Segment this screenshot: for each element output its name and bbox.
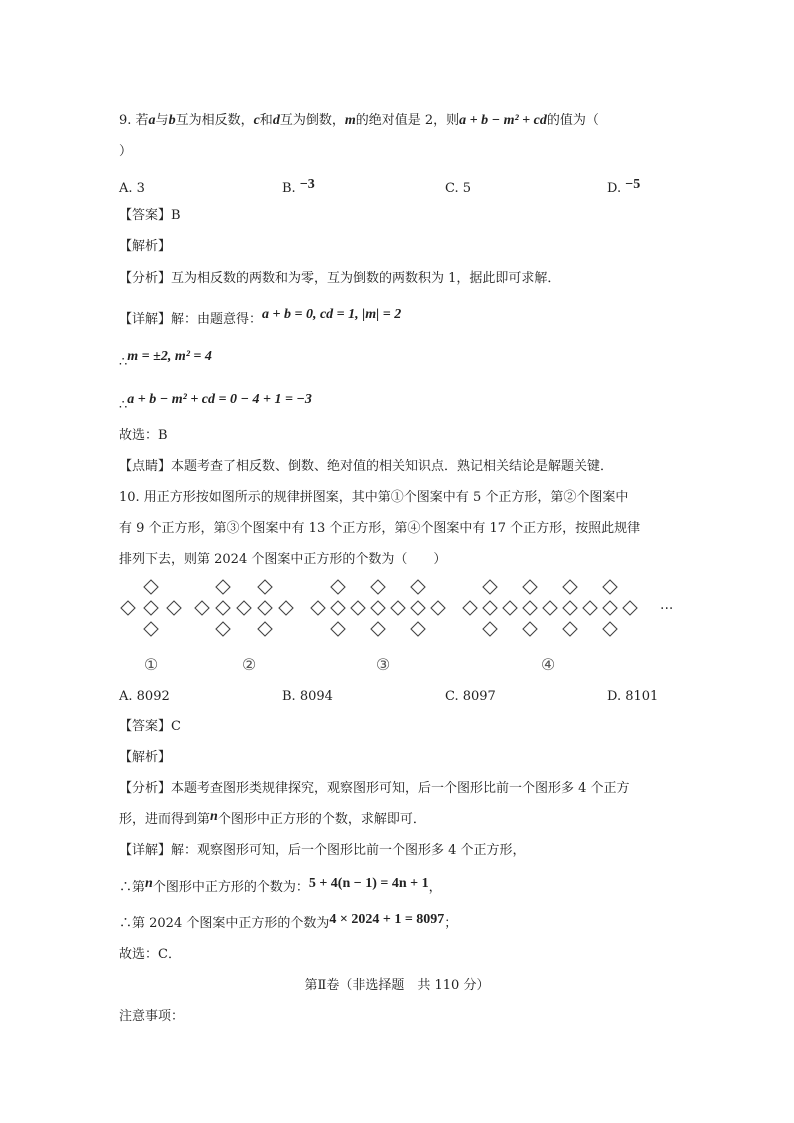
pattern-1 <box>121 580 181 636</box>
q10-fenxi-line1: 【分析】本题考查图形类规律探究，观察图形可知，后一个图形比前一个图形多 4 个正方 <box>119 781 630 796</box>
text: ∴第 <box>119 880 146 895</box>
q9-text: 的绝对值是 2，则 <box>355 113 460 128</box>
q9-text: 互为倒数， <box>279 113 345 128</box>
q10-choose: 故选：C． <box>119 947 181 962</box>
q9-fenxi: 【分析】互为相反数的两数和为零，互为倒数的两数积为 1，据此即可求解． <box>119 271 561 286</box>
text: ； <box>444 916 458 931</box>
q10-option-a: A. 8092 <box>119 689 170 704</box>
pattern-ellipsis: ··· <box>660 601 674 617</box>
q10-fenxi-line2 <box>119 811 426 829</box>
text: ， <box>428 880 442 895</box>
square-shape <box>144 601 158 615</box>
text: 个图形中正方形的个数，求解即可． <box>217 812 426 827</box>
step-expression: a + b − m² + cd = 0 − 4 + 1 = −3 <box>127 392 312 407</box>
therefore-symbol: ∴ <box>119 398 128 413</box>
q9-option-c: C. 5 <box>445 181 472 196</box>
q9-step2 <box>119 391 312 413</box>
pattern-label-2: ② <box>241 655 257 674</box>
var-a: a <box>148 113 156 128</box>
option-value: −3 <box>299 177 315 192</box>
var-n: n <box>145 876 153 891</box>
q10-stem-line1: 10. 用正方形按如图所示的规律拼图案，其中第①个图案中有 5 个正方形，第②个图案中 <box>119 490 629 505</box>
q9-choose: 故选：B <box>119 428 168 443</box>
pattern-2 <box>195 580 293 636</box>
q9-answer: 【答案】B <box>119 208 181 223</box>
q9-analysis-heading: 【解析】 <box>119 239 172 254</box>
q10-step1 <box>119 876 442 897</box>
option-letter: D. <box>607 181 622 196</box>
var-b: b <box>168 113 176 128</box>
q9-option-a: A. 3 <box>119 181 145 196</box>
text: 形，进而得到第 <box>119 812 211 827</box>
detail-label: 【详解】解：由题意得： <box>119 312 263 327</box>
step-expression: m = ±2, m² = 4 <box>127 349 212 364</box>
q9-prefix: 9. 若 <box>119 113 149 128</box>
text: ∴第 2024 个图案中正方形的个数为 <box>119 916 330 931</box>
therefore-symbol: ∴ <box>119 355 128 370</box>
detail-expression: a + b = 0, cd = 1, |m| = 2 <box>262 307 402 322</box>
pattern-label-4: ④ <box>540 655 556 674</box>
square-shape <box>144 622 158 636</box>
q10-stem-line3: 排列下去，则第 2024 个图案中正方形的个数为（ ） <box>119 552 447 567</box>
q10-pattern-figure <box>0 575 794 685</box>
q10-analysis-heading: 【解析】 <box>119 750 172 765</box>
square-shape <box>121 601 135 615</box>
q9-option-d <box>607 177 641 198</box>
q10-option-d: D. 8101 <box>607 689 659 704</box>
q9-stem-line1 <box>119 112 599 130</box>
q10-step2 <box>119 912 458 933</box>
q10-answer: 【答案】C <box>119 719 181 734</box>
q9-text: 互为相反数， <box>175 113 254 128</box>
q10-detail: 【详解】解：观察图形可知，后一个图形比前一个图形多 4 个正方形， <box>119 843 526 858</box>
q9-text: 的值为（ <box>546 113 599 128</box>
q9-dianjing: 【点睛】本题考查了相反数、倒数、绝对值的相关知识点．熟记相关结论是解题关键． <box>119 459 614 474</box>
option-letter: B. <box>282 181 296 196</box>
q10-option-b: B. 8094 <box>282 689 333 704</box>
q9-text: 和 <box>259 113 273 128</box>
pattern-4 <box>463 580 637 636</box>
q9-text: 与 <box>155 113 169 128</box>
q9-stem-line2: ） <box>119 144 133 159</box>
q10-option-c: C. 8097 <box>445 689 496 704</box>
q9-detail <box>119 307 402 329</box>
text: 个图形中正方形的个数为： <box>152 880 309 895</box>
section-title: 第Ⅱ卷（非选择题 共 110 分） <box>304 978 490 993</box>
var-n: n <box>210 809 218 824</box>
var-m: m <box>344 113 356 128</box>
q9-expression: a + b − m² + cd <box>459 113 547 128</box>
pattern-label-3: ③ <box>375 655 391 674</box>
q10-stem-line2: 有 9 个正方形，第③个图案中有 13 个正方形，第④个图案中有 17 个正方形，按照此规律 <box>119 521 641 536</box>
square-shape <box>144 580 158 594</box>
step-expression: 4 × 2024 + 1 = 8097 <box>329 912 445 927</box>
q9-option-b <box>282 177 315 198</box>
section-notes: 注意事项： <box>119 1009 185 1024</box>
pattern-3 <box>311 580 445 636</box>
square-shape <box>167 601 181 615</box>
pattern-label-1: ① <box>143 655 159 674</box>
option-value: −5 <box>625 177 641 192</box>
var-d: d <box>272 113 280 128</box>
var-c: c <box>253 113 260 128</box>
step-expression: 5 + 4(n − 1) = 4n + 1 <box>308 876 429 891</box>
q9-step1 <box>119 348 212 370</box>
